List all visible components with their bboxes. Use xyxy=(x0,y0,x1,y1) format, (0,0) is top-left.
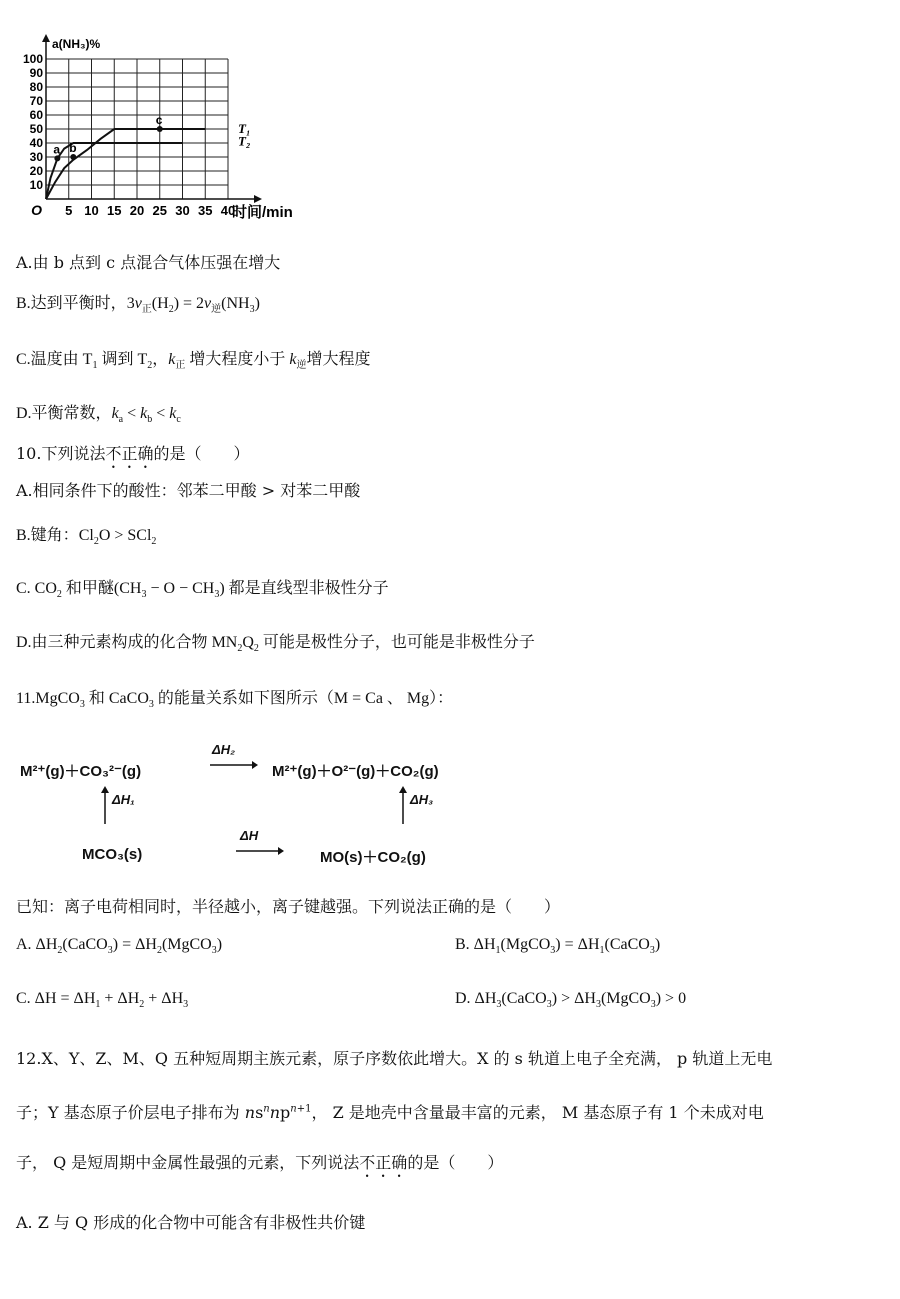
q11-option-d: D. $\Delta H_3(CaCO_3)$ > $\Delta H_3(MgCO_3) > 0$ xyxy=(455,990,687,1011)
point-label: a xyxy=(53,142,61,157)
q9-option-d: D.平衡常数，$k_a < k_b < k_c$ xyxy=(16,405,181,426)
x-tick-label: 40 xyxy=(220,203,236,218)
cycle-bottom-left: MCO₃(s) xyxy=(82,846,143,863)
y-tick-label: 20 xyxy=(29,164,43,178)
legend-label: T₁ xyxy=(238,121,251,136)
dh3-label: ΔH₃ xyxy=(410,792,434,807)
q11-option-b: B. $\Delta H_1(MgCO_3)$ = $\Delta H_1(CaCO_3)$ xyxy=(455,936,661,957)
q12-stem-line1: 12.X、Y、Z、M、Q 五种短周期主族元素，原子序数依此增大。X 的 s 轨道上电子全充满， p 轨道上无电 xyxy=(16,1049,773,1068)
q11-stem: 11.MgCO$_3$ 和 CaCO$_3$ 的能量关系如下图所示（M = Ca 、 Mg）： xyxy=(16,690,454,711)
q10-option-a: A.相同条件下的酸性：邻苯二甲酸 > 对苯二甲酸 xyxy=(16,481,361,500)
q12-stem-line3: 子， Q 是短周期中金属性最强的元素，下列说法不正确的是（ ） xyxy=(16,1153,504,1172)
y-tick-label: 40 xyxy=(29,136,43,150)
dh2-label: ΔH₂ xyxy=(212,742,236,757)
x-tick-label: 10 xyxy=(84,203,99,218)
y-axis-arrow xyxy=(42,34,50,42)
x-tick-label: 30 xyxy=(175,203,190,218)
ammonia-fraction-chart xyxy=(10,34,340,234)
point-label: b xyxy=(69,141,77,155)
q10-option-d: D.由三种元素构成的化合物 $MN_2Q_2$ 可能是极性分子，也可能是非极性分子 xyxy=(16,634,535,655)
q10-stem: 10.下列说法不正确的是（ ） xyxy=(16,444,250,463)
x-axis-arrow xyxy=(254,195,262,203)
dh1-arrow xyxy=(100,786,110,826)
x-tick-label: 5 xyxy=(65,203,73,218)
x-axis-label: 时间/min xyxy=(232,204,293,221)
y-tick-label: 100 xyxy=(22,52,43,66)
dh-arrow xyxy=(234,846,284,856)
y-tick-label: 90 xyxy=(29,66,43,80)
y-tick-label: 50 xyxy=(29,122,43,136)
dh1-label: ΔH₁ xyxy=(112,792,135,807)
dh-label: ΔH xyxy=(240,828,259,843)
y-tick-label: 80 xyxy=(29,80,43,94)
energy-cycle-diagram xyxy=(16,742,516,877)
q11-known: 已知：离子电荷相同时，半径越小，离子键越强。下列说法正确的是（ ） xyxy=(16,897,561,916)
origin-label: O xyxy=(31,202,42,218)
q12-option-a: A. Z 与 Q 形成的化合物中可能含有非极性共价键 xyxy=(16,1213,366,1232)
q10-option-c: C. $CO_2$ 和甲醚$(CH_3 - O - CH_3)$ 都是直线型非极性分子 xyxy=(16,580,389,601)
q11-option-a: A. $\Delta H_2(CaCO_3)$ = $\Delta H_2(MgCO_3)$ xyxy=(16,936,223,957)
y-tick-label: 30 xyxy=(29,150,43,164)
y-tick-label: 70 xyxy=(29,94,43,108)
q11-option-c: C. $\Delta H = \Delta H_1 + \Delta H_2 + \Delta H_3$ xyxy=(16,990,189,1011)
x-tick-label: 15 xyxy=(107,203,122,218)
legend-label: T₂ xyxy=(238,133,251,149)
dh2-arrow xyxy=(208,760,258,770)
y-tick-label: 60 xyxy=(29,108,43,122)
y-tick-label: 10 xyxy=(29,178,43,192)
point-label: c xyxy=(155,113,163,127)
x-tick-label: 20 xyxy=(129,203,145,218)
series-line-T2 xyxy=(46,129,205,199)
q9-option-c: C.温度由 $T_1$ 调到 $T_2$，$k_正$ 增大程度小于 $k_逆$增大程度 xyxy=(16,351,371,372)
x-tick-label: 35 xyxy=(198,203,213,218)
cycle-bottom-right: MO(s)＋CO₂(g) xyxy=(320,849,426,866)
dh3-arrow xyxy=(398,786,408,826)
q12-stem-line2: 子；Y 基态原子价层电子排布为 $ns^nnp^{n+1}$， Z 是地壳中含量最丰富的元素， M 基态原子有 1 个未成对电 xyxy=(16,1103,764,1122)
y-axis-label: a(NH₃)% xyxy=(52,37,101,51)
cycle-top-left: M²⁺(g)＋CO₃²⁻(g) xyxy=(20,763,142,780)
q9-option-a: A.由 b 点到 c 点混合气体压强在增大 xyxy=(16,253,281,272)
q10-option-b: B.键角：$Cl_2O > SCl_2$ xyxy=(16,527,157,548)
x-tick-label: 25 xyxy=(152,203,167,218)
q9-option-b: B.达到平衡时，$3v_正(H_2) = 2v_逆(NH_3)$ xyxy=(16,295,260,316)
cycle-top-right: M²⁺(g)＋O²⁻(g)＋CO₂(g) xyxy=(272,763,439,780)
